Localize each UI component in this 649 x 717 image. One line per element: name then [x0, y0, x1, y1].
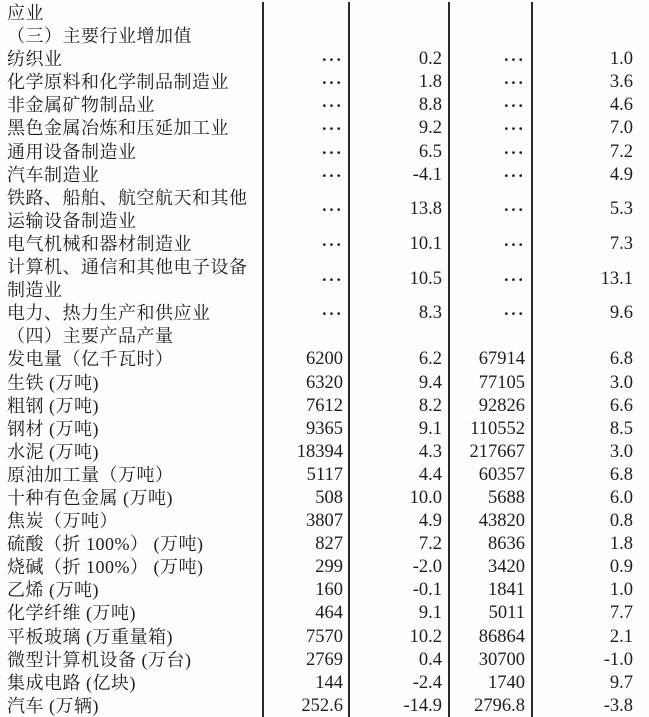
table-row — [0, 233, 649, 256]
cell-value-3: 1841 — [450, 579, 533, 602]
cell-value-2: -2.0 — [350, 556, 450, 579]
cell-value-1: 7612 — [264, 395, 350, 418]
cell-value-1 — [264, 187, 350, 233]
table-row — [0, 441, 649, 464]
table-row — [0, 48, 649, 71]
row-label: 集成电路 (亿块) — [0, 672, 264, 695]
row-label: （三）主要行业增加值 — [0, 25, 264, 48]
cell-value-2: 0.2 — [350, 48, 450, 71]
cell-value-1: 2769 — [264, 649, 350, 672]
ellipsis-placeholder: ··· — [503, 304, 525, 324]
ellipsis-placeholder: ··· — [503, 50, 525, 70]
cell-value-1: 160 — [264, 579, 350, 602]
table-row — [0, 395, 649, 418]
ellipsis-placeholder: ··· — [321, 73, 343, 93]
cell-value-1 — [264, 71, 350, 94]
row-label: 非金属矿物制品业 — [0, 94, 264, 117]
table-row — [0, 348, 649, 371]
cell-value-2: 10.1 — [350, 233, 450, 256]
cell-value-4: 6.8 — [609, 464, 633, 485]
table-row — [0, 164, 649, 187]
ellipsis-placeholder: ··· — [321, 119, 343, 139]
ellipsis-placeholder: ··· — [503, 73, 525, 93]
cell-value-2: 9.4 — [350, 372, 450, 395]
cell-value-3: 217667 — [450, 441, 533, 464]
row-label: 汽车制造业 — [0, 164, 264, 187]
row-label: 应业 — [0, 2, 264, 25]
cell-value-4 — [533, 325, 649, 348]
cell-value-2: 9.2 — [350, 117, 450, 140]
cell-value-1 — [264, 302, 350, 325]
cell-value-2: 10.5 — [350, 256, 450, 302]
cell-value-1: 7570 — [264, 626, 350, 649]
row-label: 硫酸（折 100%） (万吨) — [0, 533, 264, 556]
table-row — [0, 2, 649, 25]
cell-value-2: -2.4 — [350, 672, 450, 695]
cell-value-4: 6.0 — [609, 487, 633, 508]
cell-value-2: 10.0 — [350, 487, 450, 510]
cell-value-1: 6200 — [264, 348, 350, 371]
table-row — [0, 510, 649, 533]
table-row — [0, 487, 649, 510]
cell-value-4: 4.9 — [609, 164, 633, 185]
cell-value-4: 0.9 — [609, 557, 633, 578]
row-label: 十种有色金属 (万吨) — [0, 487, 264, 510]
ellipsis-placeholder: ··· — [321, 96, 343, 116]
cell-value-1 — [264, 25, 350, 48]
cell-value-2 — [350, 25, 450, 48]
cell-value-3 — [450, 325, 533, 348]
cell-value-3: 2796.8 — [450, 695, 533, 717]
row-label: 平板玻璃 (万重量箱) — [0, 626, 264, 649]
cell-value-3: 67914 — [450, 348, 533, 371]
cell-value-4: -1.0 — [603, 649, 633, 670]
cell-value-4: 1.0 — [609, 580, 633, 601]
ellipsis-placeholder: ··· — [321, 269, 343, 289]
cell-value-2: 4.3 — [350, 441, 450, 464]
table-row — [0, 94, 649, 117]
cell-value-3 — [450, 141, 533, 164]
cell-value-2: 6.5 — [350, 141, 450, 164]
cell-value-3 — [450, 117, 533, 140]
cell-value-4 — [533, 25, 649, 48]
row-label: （四）主要产品产量 — [0, 325, 264, 348]
cell-value-4: 7.3 — [609, 233, 633, 254]
cell-value-3: 110552 — [450, 418, 533, 441]
ellipsis-placeholder: ··· — [321, 200, 343, 220]
cell-value-4: 9.7 — [609, 672, 633, 693]
cell-value-4: 1.8 — [609, 534, 633, 555]
table-row — [0, 302, 649, 325]
row-label: 水泥 (万吨) — [0, 441, 264, 464]
cell-value-2: 9.1 — [350, 418, 450, 441]
cell-value-2: 9.1 — [350, 602, 450, 625]
row-label: 纺织业 — [0, 48, 264, 71]
cell-value-4: 5.3 — [609, 199, 633, 220]
cell-value-3 — [450, 164, 533, 187]
table-row — [0, 418, 649, 441]
cell-value-2: -0.1 — [350, 579, 450, 602]
row-label: 发电量（亿千瓦时） — [0, 348, 264, 371]
cell-value-2: 4.9 — [350, 510, 450, 533]
cell-value-1: 6320 — [264, 372, 350, 395]
table-row — [0, 372, 649, 395]
cell-value-4: 6.6 — [609, 395, 633, 416]
cell-value-1: 9365 — [264, 418, 350, 441]
section-header-row — [0, 325, 649, 348]
cell-value-4: 6.8 — [609, 349, 633, 370]
cell-value-1: 18394 — [264, 441, 350, 464]
cell-value-2: -14.9 — [350, 695, 450, 717]
cell-value-1: 3807 — [264, 510, 350, 533]
cell-value-4: 7.7 — [609, 603, 633, 624]
cell-value-4: 3.0 — [609, 441, 633, 462]
row-label: 化学原料和化学制品制造业 — [0, 71, 264, 94]
cell-value-1 — [264, 325, 350, 348]
cell-value-1: 464 — [264, 602, 350, 625]
table-row — [0, 256, 649, 302]
cell-value-1: 827 — [264, 533, 350, 556]
cell-value-2: 8.8 — [350, 94, 450, 117]
cell-value-1: 508 — [264, 487, 350, 510]
cell-value-3: 43820 — [450, 510, 533, 533]
cell-value-4: 7.0 — [609, 118, 633, 139]
cell-value-1 — [264, 141, 350, 164]
cell-value-4: 7.2 — [609, 141, 633, 162]
cell-value-2: 7.2 — [350, 533, 450, 556]
cell-value-4: 4.6 — [609, 95, 633, 116]
cell-value-1 — [264, 256, 350, 302]
cell-value-3: 77105 — [450, 372, 533, 395]
cell-value-3: 5688 — [450, 487, 533, 510]
cell-value-3 — [450, 94, 533, 117]
cell-value-3 — [450, 48, 533, 71]
cell-value-2 — [350, 2, 450, 25]
cell-value-2: 8.3 — [350, 302, 450, 325]
row-label: 原油加工量（万吨） — [0, 464, 264, 487]
cell-value-4: 1.0 — [609, 49, 633, 70]
cell-value-1 — [264, 2, 350, 25]
table-row — [0, 626, 649, 649]
cell-value-3 — [450, 302, 533, 325]
cell-value-4: 0.8 — [609, 511, 633, 532]
table-row — [0, 187, 649, 233]
row-label: 汽车 (万辆) — [0, 695, 264, 717]
ellipsis-placeholder: ··· — [321, 304, 343, 324]
row-label: 电气机械和器材制造业 — [0, 233, 264, 256]
cell-value-3 — [450, 71, 533, 94]
row-label: 微型计算机设备 (万台) — [0, 649, 264, 672]
cell-value-3 — [450, 187, 533, 233]
cell-value-1 — [264, 164, 350, 187]
cell-value-2: 0.4 — [350, 649, 450, 672]
section-header-row — [0, 25, 649, 48]
cell-value-1: 252.6 — [264, 695, 350, 717]
cell-value-2: -4.1 — [350, 164, 450, 187]
ellipsis-placeholder: ··· — [321, 50, 343, 70]
ellipsis-placeholder: ··· — [503, 96, 525, 116]
cell-value-4: 9.6 — [609, 303, 633, 324]
cell-value-3 — [450, 256, 533, 302]
row-label: 通用设备制造业 — [0, 141, 264, 164]
cell-value-4: 8.5 — [609, 418, 633, 439]
row-label: 黑色金属冶炼和压延加工业 — [0, 117, 264, 140]
ellipsis-placeholder: ··· — [503, 165, 525, 185]
cell-value-3: 60357 — [450, 464, 533, 487]
row-label: 粗钢 (万吨) — [0, 395, 264, 418]
table-row — [0, 141, 649, 164]
cell-value-1: 299 — [264, 556, 350, 579]
cell-value-2: 13.8 — [350, 187, 450, 233]
ellipsis-placeholder: ··· — [503, 142, 525, 162]
row-label: 计算机、通信和其他电子设备制造业 — [0, 256, 264, 302]
cell-value-2: 10.2 — [350, 626, 450, 649]
cell-value-3: 86864 — [450, 626, 533, 649]
cell-value-1 — [264, 48, 350, 71]
ellipsis-placeholder: ··· — [321, 142, 343, 162]
cell-value-3: 3420 — [450, 556, 533, 579]
cell-value-3: 92826 — [450, 395, 533, 418]
table-row — [0, 649, 649, 672]
table-row — [0, 672, 649, 695]
table-row — [0, 602, 649, 625]
row-label: 乙烯 (万吨) — [0, 579, 264, 602]
table-row — [0, 71, 649, 94]
cell-value-4: 3.0 — [609, 372, 633, 393]
ellipsis-placeholder: ··· — [503, 119, 525, 139]
row-label: 电力、热力生产和供应业 — [0, 302, 264, 325]
ellipsis-placeholder: ··· — [321, 165, 343, 185]
cell-value-4: 13.1 — [600, 268, 633, 289]
cell-value-3 — [450, 233, 533, 256]
cell-value-3: 8636 — [450, 533, 533, 556]
cell-value-2: 1.8 — [350, 71, 450, 94]
cell-value-3 — [450, 2, 533, 25]
row-label: 铁路、船舶、航空航天和其他运输设备制造业 — [0, 187, 264, 233]
cell-value-2 — [350, 325, 450, 348]
table-row — [0, 579, 649, 602]
cell-value-3: 1740 — [450, 672, 533, 695]
cell-value-4: 2.1 — [609, 626, 633, 647]
cell-value-2: 4.4 — [350, 464, 450, 487]
cell-value-3: 30700 — [450, 649, 533, 672]
table-row — [0, 117, 649, 140]
row-label: 焦炭（万吨） — [0, 510, 264, 533]
ellipsis-placeholder: ··· — [503, 200, 525, 220]
cell-value-4: -3.8 — [603, 695, 633, 716]
ellipsis-placeholder: ··· — [321, 234, 343, 254]
cell-value-1 — [264, 94, 350, 117]
ellipsis-placeholder: ··· — [503, 234, 525, 254]
ellipsis-placeholder: ··· — [503, 269, 525, 289]
table-row — [0, 556, 649, 579]
cell-value-3 — [450, 25, 533, 48]
table-row — [0, 464, 649, 487]
table-row — [0, 695, 649, 717]
table-row — [0, 533, 649, 556]
row-label: 生铁 (万吨) — [0, 372, 264, 395]
cell-value-3: 5011 — [450, 602, 533, 625]
row-label: 烧碱（折 100%） (万吨) — [0, 556, 264, 579]
cell-value-1: 144 — [264, 672, 350, 695]
row-label: 化学纤维 (万吨) — [0, 602, 264, 625]
cell-value-4: 3.6 — [609, 72, 633, 93]
cell-value-4 — [533, 2, 649, 25]
cell-value-1 — [264, 233, 350, 256]
row-label: 钢材 (万吨) — [0, 418, 264, 441]
cell-value-1 — [264, 117, 350, 140]
cell-value-2: 8.2 — [350, 395, 450, 418]
cell-value-1: 5117 — [264, 464, 350, 487]
cell-value-2: 6.2 — [350, 348, 450, 371]
